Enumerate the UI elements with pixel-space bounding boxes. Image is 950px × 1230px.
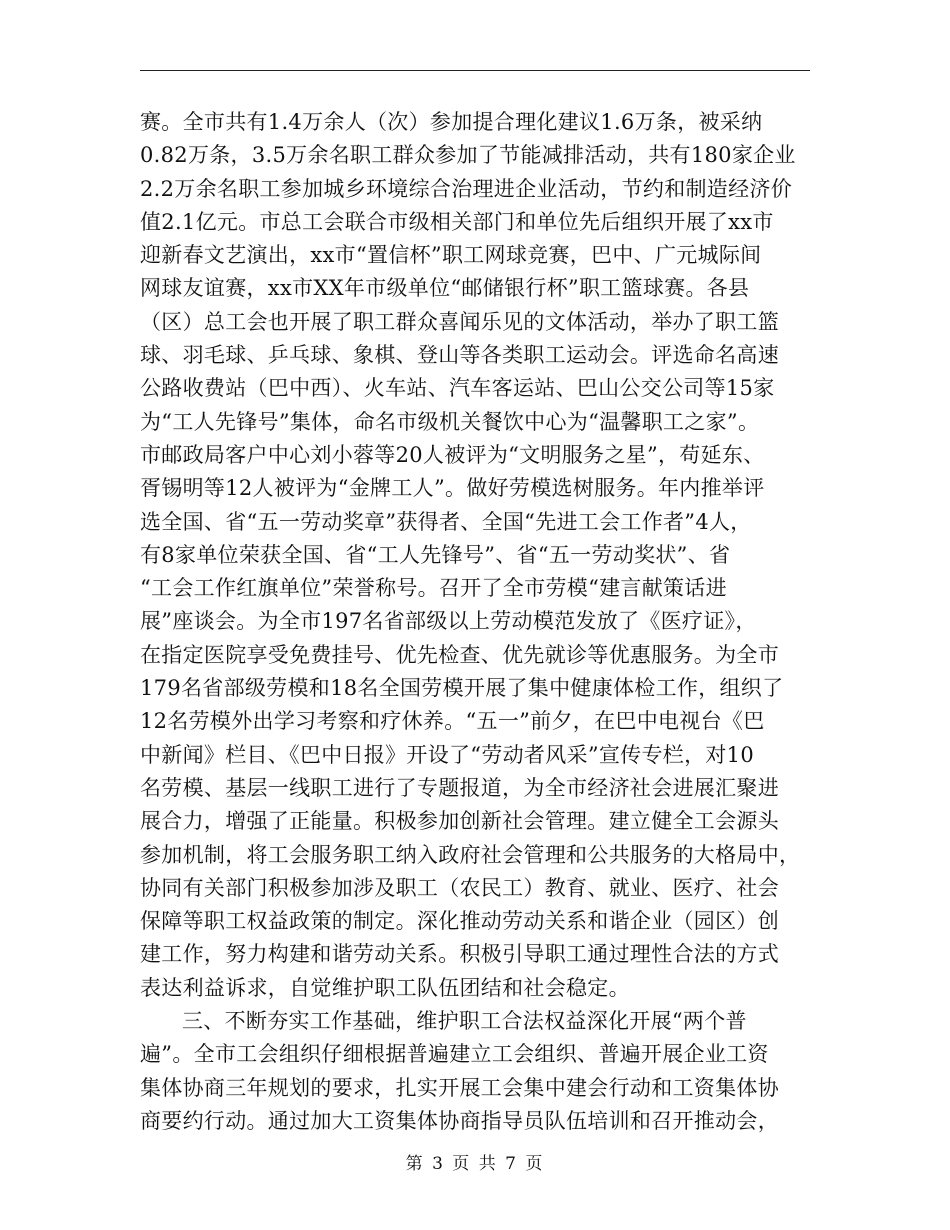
text-line: 球、羽毛球、乒乓球、象棋、登山等各类职工运动会。评选命名高速	[140, 343, 779, 368]
text-line: 建工作，努力构建和谐劳动关系。积极引导职工通过理性合法的方式	[140, 942, 779, 967]
text-line: 表达利益诉求，自觉维护职工队伍团结和社会稳定。	[140, 975, 630, 1000]
text-line: 胥锡明等12人被评为“金牌工人”。做好劳模选树服务。年内推举评	[140, 476, 765, 501]
header-rule	[140, 70, 810, 71]
text-line: 名劳模、基层一线职工进行了专题报道，为全市经济社会进展汇聚进	[140, 775, 779, 800]
text-line: 协同有关部门积极参加涉及职工（农民工）教育、就业、医疗、社会	[140, 875, 779, 900]
text-line: 中新闻》栏目、《巴中日报》开设了“劳动者风采”宣传专栏，对10	[140, 742, 754, 767]
section-heading-line: 三、不断夯实工作基础，维护职工合法权益深化开展“两个普	[182, 1009, 747, 1034]
text-line: 网球友谊赛，xx市XX年市级单位“邮储银行杯”职工篮球赛。各县	[140, 276, 750, 301]
text-line: 市邮政局客户中心刘小蓉等20人被评为“文明服务之星”，苟延东、	[140, 442, 765, 467]
text-line: 选全国、省“五一劳动奖章”获得者、全国“先进工会工作者”4人，	[140, 509, 752, 534]
text-line: （区）总工会也开展了职工群众喜闻乐见的文体活动，举办了职工篮	[140, 309, 779, 334]
text-line: 参加机制，将工会服务职工纳入政府社会管理和公共服务的大格局中，	[140, 842, 801, 867]
text-line: 赛。全市共有1.4万余人（次）参加提合理化建议1.6万条，被采纳	[140, 110, 763, 134]
text-line: 有8家单位荣获全国、省“工人先锋号”、省“五一劳动奖状”、省	[140, 542, 731, 567]
text-line: 遍”。全市工会组织仔细根据普遍建立工会组织、普遍开展企业工资	[140, 1042, 769, 1067]
text-line: 0.82万条，3.5万余名职工群众参加了节能减排活动，共有180家企业	[140, 143, 796, 168]
text-line: 保障等职工权益政策的制定。深化推动劳动关系和谐企业（园区）创	[140, 909, 779, 934]
text-line: 商要约行动。通过加大工资集体协商指导员队伍培训和召开推动会，	[140, 1108, 779, 1133]
text-line: 公路收费站（巴中西）、火车站、汽车客运站、巴山公交公司等15家	[140, 376, 775, 401]
page-footer: 第 3 页 共 7 页	[405, 1154, 545, 1174]
text-line: 为“工人先锋号”集体，命名市级机关餐饮中心为“温馨职工之家”。	[140, 409, 760, 434]
text-line: 在指定医院享受免费挂号、优先检查、优先就诊等优惠服务。为全市	[140, 642, 779, 667]
document-body	[140, 106, 812, 1138]
text-line: 2.2万余名职工参加城乡环境综合治理进企业活动，节约和制造经济价	[140, 176, 792, 201]
text-line: 展”座谈会。为全市197名省部级以上劳动模范发放了《医疗证》，	[140, 609, 757, 634]
text-line: 值2.1亿元。市总工会联合市级相关部门和单位先后组织开展了xx市	[140, 209, 774, 234]
text-line: 展合力，增强了正能量。积极参加创新社会管理。建立健全工会源头	[140, 809, 779, 834]
text-line: 179名省部级劳模和18名全国劳模开展了集中健康体检工作，组织了	[140, 676, 784, 701]
text-line: 迎新春文艺演出，xx市“置信杯”职工网球竞赛，巴中、广元城际间	[140, 243, 762, 268]
text-line: “工会工作红旗单位”荣誉称号。召开了全市劳模“建言献策话进	[140, 576, 727, 601]
text-line: 集体协商三年规划的要求，扎实开展工会集中建会行动和工资集体协	[140, 1075, 779, 1100]
text-line: 12名劳模外出学习考察和疗休养。“五一”前夕，在巴中电视台《巴	[140, 709, 765, 734]
